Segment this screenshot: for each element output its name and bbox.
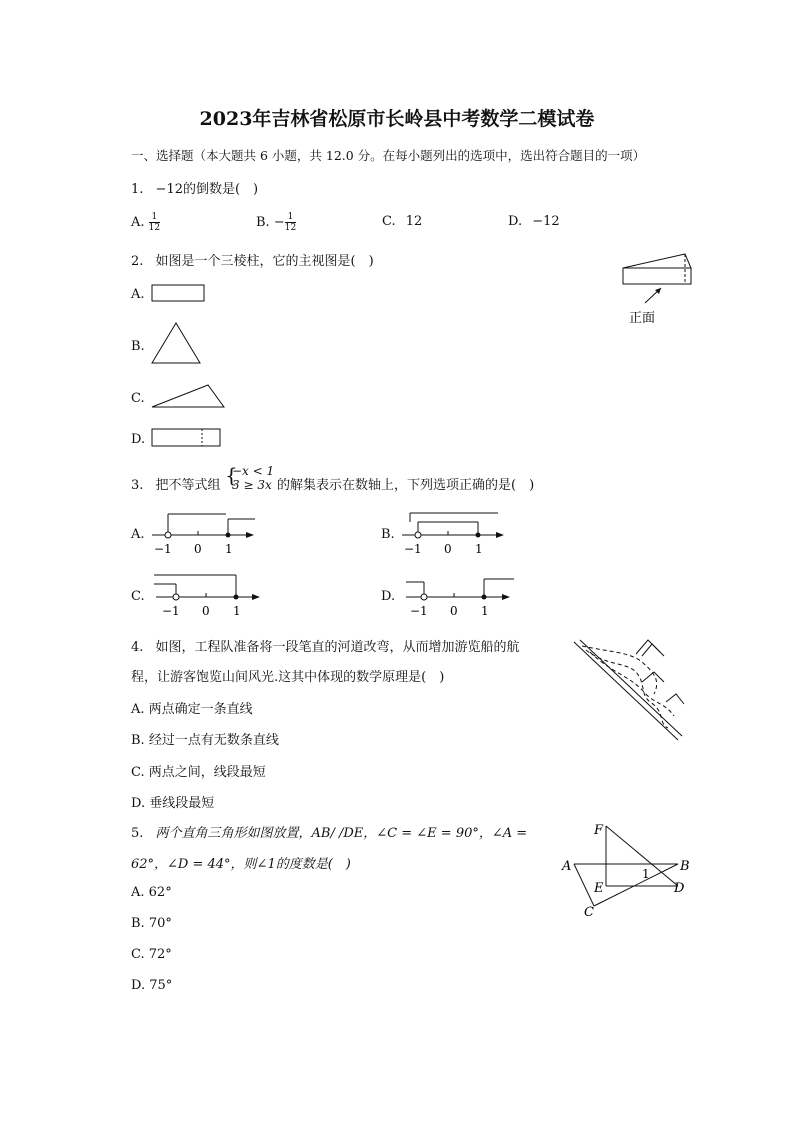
question-text-cont: 程，让游客饱览山间风光.这其中体现的数学原理是( ) [131,670,445,685]
fraction: $\frac{1}{12}$ [148,212,161,233]
question-text-cont: 62°，∠D = 44°，则∠1的度数是( ) [131,857,351,872]
option-label: B. [131,339,145,354]
minus-sign: − [273,215,285,230]
q1-option-b[interactable] [256,212,296,233]
q3-option-c[interactable] [131,589,145,604]
q1-option-c[interactable] [382,214,422,229]
question-text-after: 的解集表示在数轴上，下列选项正确的是( ) [277,478,535,493]
q4-option-b[interactable]: B. 经过一点有无数条直线 [131,733,279,748]
question-text: 两个直角三角形如图放置，AB/ /DE，∠C = ∠E = 90°，∠A = [155,826,528,841]
tick-label: −1 [154,542,172,556]
label-a: A [562,859,572,874]
tick-label: 0 [450,604,458,618]
question-number: 5. [131,826,144,841]
question-text: 如图，工程队准备将一段笔直的河道改弯，从而增加游览船的航 [155,640,520,655]
q5-option-c[interactable]: C. 72° [131,947,172,962]
tick-label: 1 [225,542,233,556]
triangles-figure [558,820,698,920]
tick-label: 1 [481,604,489,618]
number-line-c [150,570,265,620]
inequality-system [232,464,274,492]
question-3 [131,474,221,493]
rectangle-shape [150,283,208,303]
option-label: B. [381,527,395,542]
q5-option-b[interactable]: B. 70° [131,916,172,931]
option-label: B. [256,215,270,230]
option-label: D. [508,214,523,229]
q2-option-d[interactable] [131,432,145,447]
tick-label: 0 [194,542,202,556]
option-value: −12 [532,214,560,229]
q4-option-d[interactable]: D. 垂线段最短 [131,796,215,811]
question-text: −12的倒数是( ) [155,182,259,197]
q2-option-b[interactable] [131,339,145,354]
option-label: A. [131,527,145,542]
label-b: B [680,859,690,874]
tick-label: 0 [444,542,452,556]
q2-option-a[interactable] [131,287,145,302]
tick-label: 1 [233,604,241,618]
question-1 [131,178,258,197]
option-label: C. [131,391,145,406]
tick-label: −1 [162,604,180,618]
river-figure [570,632,692,747]
q4-option-c[interactable]: C. 两点之间，线段最短 [131,765,266,780]
q3-option-d[interactable] [381,589,395,604]
option-label: A. [131,215,145,230]
inequality-2: 3 ≥ 3x [232,478,272,492]
angle-1-label: 1 [642,867,650,881]
number-line-d [400,570,520,620]
label-c: C [584,905,594,920]
fraction: $\frac{1}{12}$ [284,212,297,233]
option-label: C. [382,214,396,229]
question-text-before: 把不等式组 [155,478,221,493]
q4-option-a[interactable]: A. 两点确定一条直线 [131,702,253,717]
system-brace: { [225,463,238,487]
q5-option-d[interactable]: D. 75° [131,978,173,993]
prism-figure [615,238,700,330]
question-5 [131,822,527,841]
option-label: D. [381,589,396,604]
rectangle-dashed-shape [150,427,224,449]
question-number: 3. [131,478,144,493]
section-heading: 一、选择题（本大题共 6 小题，共 12.0 分。在每小题列出的选项中，选出符合题目的一项） [131,148,646,163]
option-label: A. [131,287,145,302]
question-text: 如图是一个三棱柱，它的主视图是( ) [155,254,374,269]
tick-label: 1 [475,542,483,556]
front-label: 正面 [629,311,656,326]
q2-option-c[interactable] [131,391,145,406]
q3-option-a[interactable] [131,527,145,542]
label-d: D [674,881,685,896]
question-number: 2. [131,254,144,269]
question-number: 1. [131,182,144,197]
tick-label: 0 [202,604,210,618]
question-4 [131,636,520,655]
triangle-shape [150,320,204,366]
question-number: 4. [131,640,144,655]
label-e: E [594,881,604,896]
tick-label: −1 [410,604,428,618]
q1-option-d[interactable] [508,214,560,229]
q3-option-b[interactable] [381,527,395,542]
q5-option-a[interactable]: A. 62° [131,885,172,900]
obtuse-triangle-shape [150,381,228,411]
option-label: C. [131,589,145,604]
number-line-a [150,508,260,558]
option-value: 12 [405,214,423,229]
page-title: 2023年吉林省松原市长岭县中考数学二模试卷 [199,108,595,130]
label-f: F [594,823,604,838]
inequality-1: −x < 1 [232,464,275,478]
option-label: D. [131,432,146,447]
tick-label: −1 [404,542,422,556]
question-2 [131,250,374,269]
q1-option-a[interactable] [131,212,160,233]
number-line-b [400,508,510,558]
